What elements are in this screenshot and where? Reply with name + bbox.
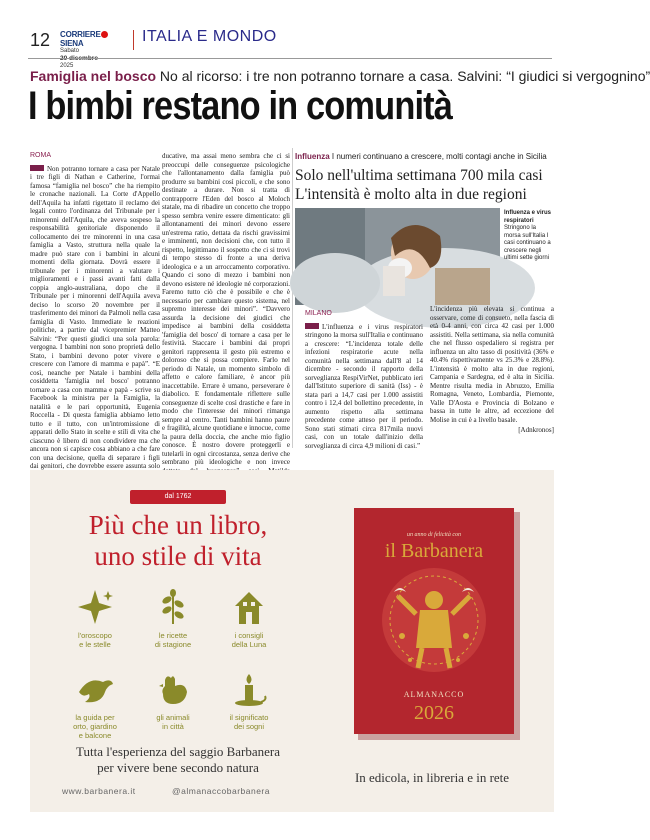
flu-headline-1: Solo nell'ultima settimana 700 mila casi — [295, 167, 543, 184]
feature-moon-tips: i consigli della Luna — [214, 588, 284, 649]
book-top-line: un anno di felicità con — [407, 532, 461, 538]
feature-horoscope: l'oroscopo e le stelle — [60, 588, 130, 649]
leaf-sprig-icon — [153, 588, 193, 626]
main-dateline: ROMA — [30, 152, 51, 159]
rooster-icon — [153, 672, 193, 708]
main-headline: I bimbi restano in comunità — [28, 84, 453, 128]
ad-headline-2: uno stile di vita — [94, 541, 262, 571]
availability-text: In edicola, in libreria e in rete — [354, 770, 510, 785]
flu-lead-marker — [305, 323, 319, 329]
feature-garden-guide: la guida per orto, giardino e balcone — [60, 672, 130, 740]
book-subtitle: ALMANACCO — [403, 690, 465, 699]
flu-col1-text: L'influenza e i virus respiratori stringono la morsa sull'Italia e continuano a crescere: “L'incidenza totale delle infezioni respiratorie acute nella comunità nella settimana dall'8 al 14 dicembre - secondo il rapporto della sorveglianza RespiVirNet, pubblicato ieri dall'Istituto superiore di sanità (Iss) - è stata pari a 14,7 casi per 1.000 assistiti contro i 12,4 del bollettino precedente, in aumento rispetto alla settimana precedente come atteso per il periodo. Sono stati stimati circa 817mila nuovi casi, con un totale dall'inizio della sorveglianza di circa 4,9 milioni di casi.” — [305, 322, 423, 450]
issue-day: Sabato — [60, 48, 80, 54]
ad-website-link[interactable]: www.barbanera.it — [62, 786, 136, 796]
ad-headline — [56, 510, 300, 572]
ad-social-handle[interactable]: @almanaccobarbanera — [172, 786, 270, 796]
flu-kicker-text: I numeri continuano a crescere, molti contagi anche in Sicilia — [329, 152, 547, 161]
feature-recipes: le ricette di stagione — [138, 588, 208, 649]
sick-woman-photo — [295, 208, 500, 305]
flu-article-column-2 — [430, 305, 554, 450]
ad-tagline-2: per vivere bene secondo natura — [97, 760, 259, 775]
main-col2-text: ducative, ma assai meno sembra che ci si preoccupi delle conseguenze psicologiche che l'allontanamento dalla famiglia può produrre su bambini così piccoli, e che sono destinate a durare. Non si tratta di contrapporre l'Eden del bosco al Moloch statale, ma di ribadire un concetto che troppo spesso sembra venire essere dimenticato: gli allontanamenti dei minori devono essere un'estrema ratio, dettata da rischi gravissimi e imminenti, non decisioni che, con tutto il rispetto, legittimano il sospetto che ci si trovi di tempo stesso di fronte a una deriva ideologica e a un arroccamento corporativo. Quando ci sono di mezzo i bambini non devono esistere né ideologie né corporazioni. Faremo tutto ciò che è possibile e che è necessario per cambiare questo sistema, nel supremo interesse dei minori”. “Davvero assurda la decisione dei giudici che impedisce ai bambini della cosiddetta 'famiglia del bosco' di tornare a casa per le festività. Staccare i bambini dai propri genitori rappresenta il gesto più estremo e doloroso che si possa compiere. Farlo nel periodo di Natale, un momento simbolo di affetto e calore familiare, è ancor più inaccettabile. Errare è umano, perseverare è diabolico. E fondamentale riflettere sulle conseguenze di scelte così drastiche e fare in modo che l'interesse dei minori rimanga sempre al centro. Tanti bambini hanno paure e fragilità, alcune quotidiane e innocue, come la paura della doccia, che anche mio figlio conosce. È nostro dovere proteggerli e tutelarli in ogni circostanza, senza derive che sembrano più ideologiche e non invece — [162, 152, 290, 466]
ad-headline-1: Più che un libro, — [88, 510, 268, 540]
main-kicker-label: Famiglia nel bosco — [30, 68, 157, 84]
header-divider — [133, 30, 134, 50]
candle-icon — [229, 672, 269, 708]
flu-article-column-1 — [305, 310, 423, 450]
main-kicker-text: No al ricorso: i tre non potranno tornare a casa. Salvini: “I giudici si vergognino” — [156, 68, 650, 84]
column-separator — [292, 148, 293, 448]
section-title: ITALIA E MONDO — [142, 28, 277, 45]
book-title: il Barbanera — [384, 540, 484, 562]
flu-headline-2: L'intensità è molto alta in due regioni — [295, 186, 527, 203]
since-badge: dal 1762 — [130, 490, 226, 504]
main-article-column-2 — [162, 152, 290, 466]
issue-date — [60, 55, 128, 63]
flu-dateline: MILANO — [305, 310, 332, 317]
main-kicker — [30, 68, 650, 84]
newspaper-logo — [60, 30, 128, 69]
flu-headline — [295, 166, 555, 204]
feature-dreams: il significato dei sogni — [214, 672, 284, 731]
ad-tagline-1: Tutta l'esperienza del saggio Barbanera — [75, 744, 280, 759]
flu-kicker — [295, 152, 555, 161]
feature-city-animals: gli animali in città — [138, 672, 208, 731]
caption-title: Influenza e virus respiratori — [504, 210, 552, 224]
lead-marker — [30, 165, 44, 171]
book-year: 2026 — [414, 702, 454, 724]
caption-text: Stringono la morsa sull'Italia I casi continuano a crescere negli ultimi sette giorni — [504, 225, 551, 261]
ad-tagline — [48, 744, 308, 776]
photo-caption — [504, 210, 554, 263]
logo-wordmark: CORRIERESIENA — [60, 30, 128, 48]
dove-icon — [75, 672, 115, 708]
house-icon — [229, 588, 269, 626]
header-rule — [28, 58, 552, 59]
issue-year: 2025 — [60, 63, 74, 69]
main-col1-text: Non potranno tornare a casa per Natale i tre figli di Nathan e Catherine, l'ormai famosa “famiglia nel bosco” che ha riempito le cronache nazionali. La Corte d'Appello dell'Aquila ha infatti rigettato il reclamo dei legali contro l'ordinanza del Tribunale per i minorenni dell'Aquila, che aveva sospeso la responsabilità genitoriale disponendo il collocamento dei tre minorenni in una casa famiglia a Vasto, struttura nella quale la madre può stare con i bambini in alcuni momenti della giornata. Dovrà essere il tribunale per i minorenni a valutare i miglioramenti e i passi avanti fatti dalla coppia anglo-australiana, dopo che il Tribunale per i minorenni dell'Aquila aveva deciso lo scorso 20 novembre per il trasferimento dei minori da Palmoli nella casa famiglia di Vasto. Immediate le reazioni politiche, a partire dal vicepremier Matteo Salvini: “Per questi giudici una sola parola: vergogna. I bambini non sono proprietà dello Stato, i bambini devono poter vivere e crescere con l'amore di mamma e papà”. “E così, neanche per Natale i bambini della cosiddetta 'famiglia nel bosco' potranno tornare a casa con mamma e papà - scrive su Facebook la ministra per la Famiglia, la natalità e le pari opportunità, Eugenia Roccella - Di questa famiglia abbiamo letto tutto e il tutto, con un'intromissione di apparati dello Stato in scelte e stili di vita che ciascuno è libero di non condividere ma che ancora non si capisce cosa abbiano a che fare con una decisione, quella di separare i figli dai genitori, che dovrebbe essere assunta solo — [30, 164, 160, 470]
main-article-column-1 — [30, 152, 160, 470]
sparkle-icon — [75, 588, 115, 626]
flu-col2-text: L'incidenza più elevata si continua a osservare, come di consueto, nella fascia di età 0-4 anni, con circa 42 casi per 1.000 assistiti. Nella settimana, sia nella comunità che nel flusso ospedaliero si registra per influenza un alto tasso di positività (36% e 40.4% rispettivamente vs 25.3% e 28.8%). L'intensità è molto alta in due regioni, Campania e Sardegna, ed è alta in Sicilia. Mentre risulta media in Abruzzo, Emilia Romagna, Veneto, Lombardia, Piemonte, Valle D'Aosta e Provincia di Bolzano e bassa in tutte le altre, ad eccezione del Molise in cui è a livello basale. — [430, 305, 554, 424]
flu-kicker-label: Influenza — [295, 152, 330, 161]
flu-signature: [Adnkronos] — [518, 426, 554, 434]
page-number: 12 — [30, 30, 51, 50]
